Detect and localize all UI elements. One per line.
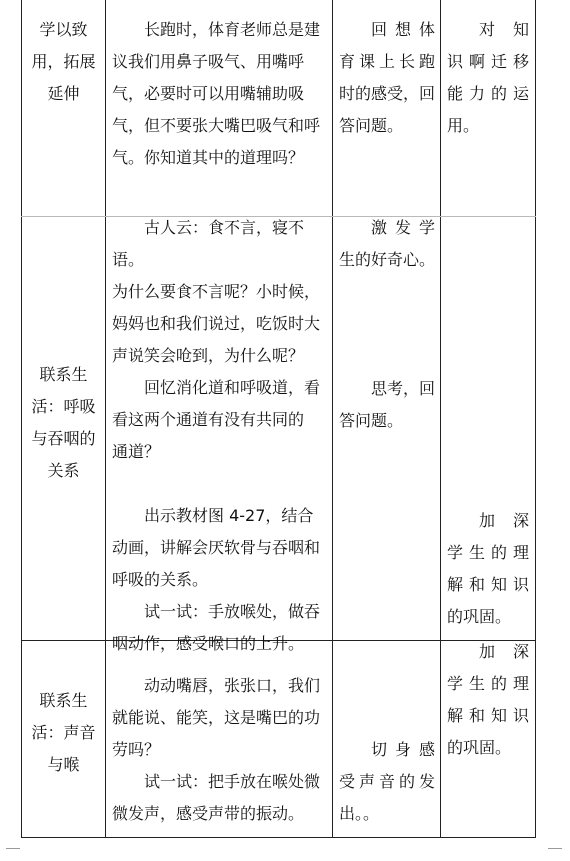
row3-student-cell: 切身感 受声音的发 出。。 xyxy=(339,740,435,823)
column-divider-3 xyxy=(440,0,441,838)
page-corner-mark-left xyxy=(6,848,20,849)
row2-intent-cell: 加深 学生的理 解和知识 的巩固。 xyxy=(447,511,529,626)
row1-topic-cell: 学以致 用，拓展 延伸 xyxy=(31,20,96,103)
row3-teacher-cell: 动动嘴唇，张张口，我们 就能说、能笑，这是嘴巴的功 劳吗？ 试一试：把手放在喉处微 微发声，感受声带的振动。 xyxy=(112,676,321,823)
table-border-bottom xyxy=(21,837,536,838)
row2-topic-cell: 联系生 活：呼吸 与吞咽的 关系 xyxy=(31,365,96,480)
row2-student-cell-a: 激发学 生的好奇心。 xyxy=(339,218,436,269)
row2-teacher-cell: 古人云：食不言，寝不语。 为什么要食不言呢？小时候， 妈妈也和我们说过，吃饭时大 声说笑会呛到，为什么呢？ 回忆消化道和呼吸道，看 看这两个通道有没有共同的 通道？ 出示教材图 4-27，结合 动画，讲解会厌软骨与吞咽和 呼吸的关系。 试一试：手放喉处，做吞 咽动作，感受喉口的上升。 xyxy=(112,218,321,653)
row3-intent-cell: 加深 学生的理 解和知识 的巩固。 xyxy=(447,642,529,757)
row2-student-cell-b: 思考，回 答问题。 xyxy=(339,379,436,430)
row1-student-cell: 回想体 育课上长跑 时的感受，回 答问题。 xyxy=(339,20,436,135)
column-divider-2 xyxy=(332,0,333,838)
column-divider-1 xyxy=(105,0,106,838)
table-border-right xyxy=(535,0,536,838)
row3-topic-cell: 联系生 活：声音 与喉 xyxy=(31,691,96,774)
page-corner-mark-right xyxy=(548,848,562,849)
row1-intent-cell: 对知 识啊迁移 能力的运 用。 xyxy=(447,20,529,135)
row1-teacher-cell: 长跑时，体育老师总是建 议我们用鼻子吸气、用嘴呼 气，必要时可以用嘴辅助吸 气，但不要张大嘴巴吸气和呼 气。你知道其中的道理吗？ xyxy=(112,20,321,167)
